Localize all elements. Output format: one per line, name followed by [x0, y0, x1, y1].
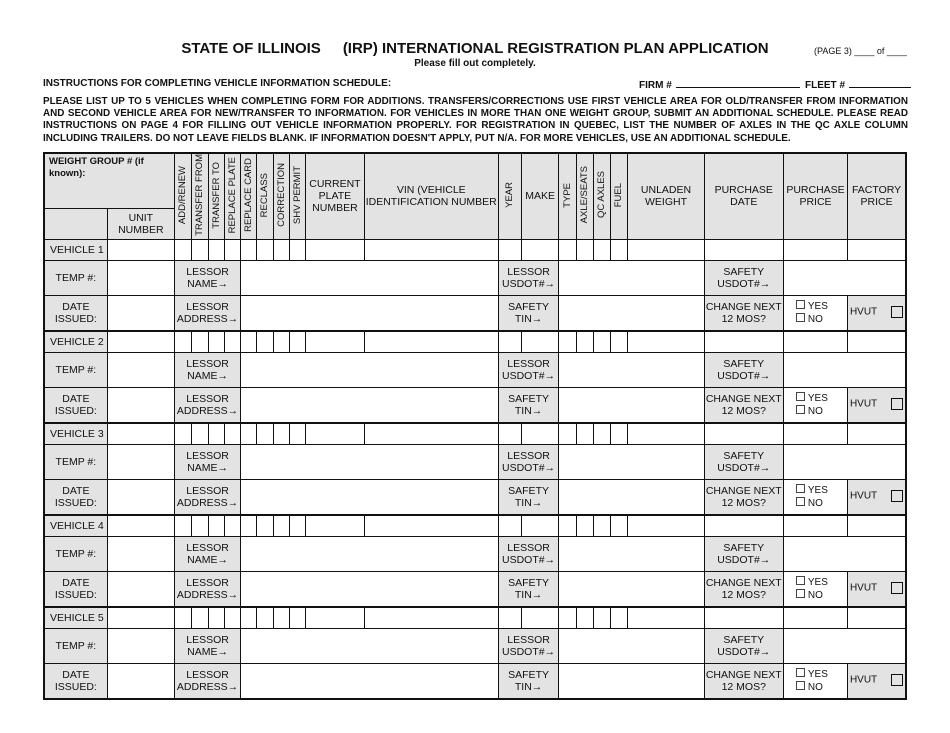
date-issued-cell[interactable]	[107, 571, 174, 607]
col-unit-number: UNIT NUMBER	[107, 209, 174, 240]
temp-cell[interactable]	[107, 628, 174, 663]
safety-usdot-label: SAFETY USDOT#→	[704, 536, 783, 571]
no-checkbox[interactable]	[796, 313, 805, 322]
lessor-usdot-cell[interactable]	[559, 352, 704, 387]
safety-usdot-label: SAFETY USDOT#→	[704, 352, 783, 387]
col-add-renew: ADD/RENEW	[174, 153, 191, 239]
hvut-cell[interactable]: HVUT	[848, 479, 906, 515]
safety-usdot-cell[interactable]	[783, 444, 906, 479]
fleet-field[interactable]	[805, 78, 911, 91]
temp-label: TEMP #:	[44, 260, 107, 295]
col-axle-seats: AXLE/SEATS	[577, 153, 594, 239]
vin-cell[interactable]	[364, 423, 498, 445]
lessor-usdot-label: LESSOR USDOT#→	[498, 260, 558, 295]
date-issued-cell[interactable]	[107, 295, 174, 331]
vehicle-schedule-table	[43, 152, 907, 700]
fleet-label: FLEET #	[805, 80, 846, 91]
no-checkbox[interactable]	[796, 497, 805, 506]
vin-cell[interactable]	[364, 515, 498, 537]
lessor-name-label: LESSOR NAME→	[174, 444, 240, 479]
temp-row	[44, 628, 906, 663]
change-next-label: CHANGE NEXT 12 MOS?	[704, 571, 783, 607]
lessor-address-cell[interactable]	[241, 387, 499, 423]
date-row	[44, 663, 906, 699]
no-checkbox[interactable]	[796, 405, 805, 414]
lessor-name-cell[interactable]	[241, 352, 499, 387]
safety-tin-label: SAFETY TIN→	[498, 479, 558, 515]
temp-cell[interactable]	[107, 444, 174, 479]
temp-cell[interactable]	[107, 352, 174, 387]
lessor-address-label: LESSOR ADDRESS→	[174, 663, 240, 699]
temp-row	[44, 444, 906, 479]
col-replace-plate: REPLACE PLATE	[225, 153, 241, 239]
change-next-label: CHANGE NEXT 12 MOS?	[704, 295, 783, 331]
lessor-name-label: LESSOR NAME→	[174, 260, 240, 295]
lessor-address-cell[interactable]	[241, 571, 499, 607]
firm-field[interactable]	[639, 78, 800, 91]
firm-label: FIRM #	[639, 80, 672, 91]
safety-tin-cell[interactable]	[559, 479, 704, 515]
plate-cell[interactable]	[306, 607, 364, 629]
temp-row	[44, 260, 906, 295]
lessor-address-cell[interactable]	[241, 295, 499, 331]
date-issued-label: DATE ISSUED:	[44, 387, 107, 423]
lessor-name-cell[interactable]	[241, 536, 499, 571]
date-row	[44, 295, 906, 331]
yes-checkbox[interactable]	[796, 484, 805, 493]
date-row	[44, 571, 906, 607]
vehicle-row	[44, 515, 906, 537]
plate-cell[interactable]	[306, 423, 364, 445]
safety-tin-label: SAFETY TIN→	[498, 387, 558, 423]
vin-cell[interactable]	[364, 239, 498, 260]
lessor-usdot-cell[interactable]	[559, 444, 704, 479]
col-purchase-date: PURCHASE DATE	[704, 153, 783, 239]
lessor-usdot-cell[interactable]	[559, 628, 704, 663]
col-qc-axles: QC AXLES	[594, 153, 611, 239]
instructions-heading: INSTRUCTIONS FOR COMPLETING VEHICLE INFORMATION SCHEDULE:	[43, 78, 392, 89]
col-unladen-weight: UNLADEN WEIGHT	[628, 153, 704, 239]
vehicle-label: VEHICLE 3	[44, 423, 107, 445]
safety-usdot-cell[interactable]	[783, 260, 906, 295]
vehicle-label: VEHICLE 5	[44, 607, 107, 629]
date-issued-label: DATE ISSUED:	[44, 295, 107, 331]
date-issued-label: DATE ISSUED:	[44, 571, 107, 607]
no-checkbox[interactable]	[796, 681, 805, 690]
yes-no-options[interactable]: YES NO	[783, 387, 847, 423]
unit-number-cell[interactable]	[107, 607, 174, 629]
safety-usdot-cell[interactable]	[783, 536, 906, 571]
safety-usdot-label: SAFETY USDOT#→	[704, 444, 783, 479]
vehicle-label: VEHICLE 4	[44, 515, 107, 537]
vehicle-row	[44, 239, 906, 260]
hvut-checkbox[interactable]	[891, 674, 903, 686]
yes-checkbox[interactable]	[796, 668, 805, 677]
col-purchase-price: PURCHASE PRICE	[783, 153, 847, 239]
lessor-name-label: LESSOR NAME→	[174, 352, 240, 387]
plate-cell[interactable]	[306, 239, 364, 260]
vehicle-label: VEHICLE 1	[44, 239, 107, 260]
header-row	[44, 153, 906, 209]
lessor-name-cell[interactable]	[241, 628, 499, 663]
lessor-address-label: LESSOR ADDRESS→	[174, 387, 240, 423]
lessor-usdot-label: LESSOR USDOT#→	[498, 536, 558, 571]
date-row	[44, 387, 906, 423]
page-number: (PAGE 3) ____ of ____	[814, 46, 907, 56]
yes-no-options[interactable]: YES NO	[783, 295, 847, 331]
col-type: TYPE	[559, 153, 577, 239]
temp-row	[44, 352, 906, 387]
safety-usdot-label: SAFETY USDOT#→	[704, 628, 783, 663]
safety-tin-cell[interactable]	[559, 571, 704, 607]
application-title: (IRP) INTERNATIONAL REGISTRATION PLAN APPLICATION	[342, 40, 769, 57]
temp-row	[44, 536, 906, 571]
col-make: MAKE	[522, 153, 559, 239]
safety-usdot-label: SAFETY USDOT#→	[704, 260, 783, 295]
instructions-text: PLEASE LIST UP TO 5 VEHICLES WHEN COMPLETING FORM FOR ADDITIONS. TRANSFERS/CORRECTIONS USE FIRST VEHICLE AREA FOR OLD/TRANSFER FROM INFORMATION AND SECOND VEHICLE AREA FOR NEW/TRANSFER TO INFORMATION. FOR VEHICLES IN MORE THAN ONE WEIGHT GROUP, SUBMIT AN ADDITIONAL SCHEDULE. PLEASE READ INSTRUCTIONS ON PAGE 4 FOR FILLING OUT VEHICLE INFORMATION PROPERLY. FOR REGISTRATION IN QUEBEC, LIST THE NUMBER OF AXLES IN THE QC AXLE COLUMN INCLUDING TRAILERS. DO NOT LEAVE FIELDS BLANK. IF INFORMATION DOESN'T APPLY, PUT N/A. FOR MORE VEHICLES, USE AN ADDITIONAL SCHEDULE.	[43, 96, 908, 144]
yes-checkbox[interactable]	[796, 392, 805, 401]
col-vin: VIN (VEHICLE IDENTIFICATION NUMBER	[364, 153, 498, 239]
hvut-checkbox[interactable]	[891, 582, 903, 594]
col-current-plate: CURRENT PLATE NUMBER	[306, 153, 364, 239]
col-shv-permit: SHV PERMIT	[290, 153, 306, 239]
lessor-usdot-label: LESSOR USDOT#→	[498, 628, 558, 663]
col-transfer-from: TRANSFER FROM	[192, 153, 209, 239]
lessor-name-cell[interactable]	[241, 260, 499, 295]
state-name: STATE OF ILLINOIS	[181, 40, 321, 57]
yes-no-options[interactable]: YES NO	[783, 479, 847, 515]
plate-cell[interactable]	[306, 331, 364, 353]
temp-label: TEMP #:	[44, 628, 107, 663]
hvut-checkbox[interactable]	[891, 490, 903, 502]
hvut-cell[interactable]: HVUT	[848, 663, 906, 699]
yes-no-options[interactable]: YES NO	[783, 571, 847, 607]
lessor-usdot-label: LESSOR USDOT#→	[498, 352, 558, 387]
hvut-cell[interactable]: HVUT	[848, 295, 906, 331]
vin-cell[interactable]	[364, 331, 498, 353]
date-issued-cell[interactable]	[107, 479, 174, 515]
col-correction: CORRECTION	[274, 153, 290, 239]
date-issued-cell[interactable]	[107, 663, 174, 699]
no-checkbox[interactable]	[796, 589, 805, 598]
subtitle: Please fill out completely.	[414, 58, 536, 69]
yes-no-options[interactable]: YES NO	[783, 663, 847, 699]
safety-tin-label: SAFETY TIN→	[498, 663, 558, 699]
lessor-address-cell[interactable]	[241, 663, 499, 699]
col-replace-card: REPLACE CARD	[241, 153, 257, 239]
date-row	[44, 479, 906, 515]
safety-tin-cell[interactable]	[559, 387, 704, 423]
safety-tin-cell[interactable]	[559, 663, 704, 699]
form-title	[0, 40, 950, 57]
plate-cell[interactable]	[306, 515, 364, 537]
fleet-input-line[interactable]	[849, 78, 911, 88]
vin-cell[interactable]	[364, 607, 498, 629]
temp-label: TEMP #:	[44, 536, 107, 571]
lessor-name-cell[interactable]	[241, 444, 499, 479]
weight-group-blank	[44, 209, 107, 240]
safety-tin-label: SAFETY TIN→	[498, 571, 558, 607]
yes-checkbox[interactable]	[796, 300, 805, 309]
yes-checkbox[interactable]	[796, 576, 805, 585]
vehicle-row	[44, 423, 906, 445]
vehicle-row	[44, 331, 906, 353]
vehicle-row	[44, 607, 906, 629]
safety-tin-cell[interactable]	[559, 295, 704, 331]
lessor-address-cell[interactable]	[241, 479, 499, 515]
date-issued-cell[interactable]	[107, 387, 174, 423]
hvut-checkbox[interactable]	[891, 398, 903, 410]
lessor-usdot-cell[interactable]	[559, 260, 704, 295]
safety-usdot-cell[interactable]	[783, 628, 906, 663]
unit-number-cell[interactable]	[107, 423, 174, 445]
col-fuel: FUEL	[611, 153, 628, 239]
date-issued-label: DATE ISSUED:	[44, 479, 107, 515]
hvut-cell[interactable]: HVUT	[848, 387, 906, 423]
col-transfer-to: TRANSFER TO	[209, 153, 225, 239]
temp-label: TEMP #:	[44, 352, 107, 387]
unit-number-cell[interactable]	[107, 239, 174, 260]
unit-number-cell[interactable]	[107, 331, 174, 353]
lessor-address-label: LESSOR ADDRESS→	[174, 295, 240, 331]
col-factory-price: FACTORY PRICE	[848, 153, 906, 239]
safety-tin-label: SAFETY TIN→	[498, 295, 558, 331]
hvut-checkbox[interactable]	[891, 306, 903, 318]
lessor-address-label: LESSOR ADDRESS→	[174, 479, 240, 515]
firm-input-line[interactable]	[676, 78, 800, 88]
safety-usdot-cell[interactable]	[783, 352, 906, 387]
col-year: YEAR	[498, 153, 521, 239]
col-reclass: RECLASS	[257, 153, 274, 239]
lessor-usdot-label: LESSOR USDOT#→	[498, 444, 558, 479]
vehicle-label: VEHICLE 2	[44, 331, 107, 353]
temp-cell[interactable]	[107, 536, 174, 571]
unit-number-cell[interactable]	[107, 515, 174, 537]
hvut-cell[interactable]: HVUT	[848, 571, 906, 607]
date-issued-label: DATE ISSUED:	[44, 663, 107, 699]
weight-group-field[interactable]: WEIGHT GROUP # (if known):	[44, 153, 174, 209]
lessor-usdot-cell[interactable]	[559, 536, 704, 571]
lessor-name-label: LESSOR NAME→	[174, 628, 240, 663]
temp-cell[interactable]	[107, 260, 174, 295]
lessor-name-label: LESSOR NAME→	[174, 536, 240, 571]
change-next-label: CHANGE NEXT 12 MOS?	[704, 387, 783, 423]
temp-label: TEMP #:	[44, 444, 107, 479]
change-next-label: CHANGE NEXT 12 MOS?	[704, 479, 783, 515]
change-next-label: CHANGE NEXT 12 MOS?	[704, 663, 783, 699]
lessor-address-label: LESSOR ADDRESS→	[174, 571, 240, 607]
